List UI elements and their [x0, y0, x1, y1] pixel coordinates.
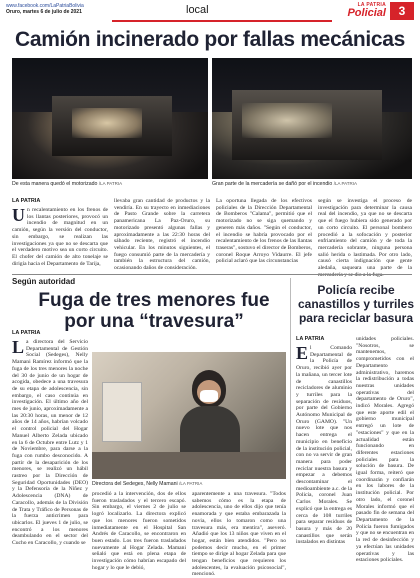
column-divider	[290, 278, 291, 528]
article1-col1: Un recalentamiento en los frenos de los llantas posteriores, provocó un incendio de magnitud en un camión, según la versión del conductor, sin embargo, se realizan las investigaciones ya que no se descarta que el verdadero motivo sea un corto circuito. El chofer del camión de alto tonelaje se dirigía hacia el Departamento de Tarija,	[12, 205, 108, 267]
article2-byline: LA PATRIA	[12, 330, 41, 336]
header-meta	[6, 3, 84, 15]
burned-truck-photo	[12, 58, 208, 179]
page-number: 3	[390, 2, 414, 20]
section-brand: Policial	[347, 7, 386, 19]
article3-col2: unidades policiales. "Nosotros, se mantenemos, comprometidos con el Departamento administrativo, haremos la redistribución a todas nuestras unidades operativas del departamento de Oruro", indicó Morales. Agregó que este aporte edil el gobierno municipal entregó un lote de "estaciones" y que en la actualidad están funcionando en diferentes estaciones policiales para la solución de basura. De igual forma, reiteró que coordinarán y confiarán en los labores de la institución policial. Por otro lado, el coronel Morales informó que el pasado fin de semana del Departamento de la Policía fueron fumigados y que no se encuentran en la red de desinfección y ya efectúan las unidades operativas y las estaciones policiales.	[356, 336, 414, 564]
section-divider	[112, 20, 332, 22]
newspaper-name: LA PATRIA	[357, 2, 386, 8]
article-divider	[12, 274, 412, 275]
article3-headline: Policía recibe canastillos y turriles para reciclar basura	[297, 283, 415, 325]
article1-col3: La oportuna llegada de los efectivos policiales de la Dirección Departamental de Bomberos "Calama", permitió que el motorizado no se siga quemando y generen más daños. "Según el conductor, el incendio se habría provocado por el recalentamiento de los frenos de las llantas traseras", sostuvo el director de Bomberos, coronel Roque Arroyo Vidaurre. El jefe policial aclaró que las circunstancias	[216, 198, 312, 265]
article2-col1: La directora del Servicio Departamental de Gestión Social (Sedeges), Nelly Mamani Ramírez informó que la fuga de los tres menores la noche del 30 de junio de un hogar de acogida, obedece a una travesura de su etapa de adolescencia, sin embargo, el caso continúa en investigación. El último año del mes de junio, aproximadamente a las 20:30 horas, un menor de 12 años de 14 años, habrían volcado el control policial del Hogar Manuel Alberto Zelada ubicado en la 6 de Octubre entre Lutz y 1 de Noviembre, para darse a la fuga con rumbo desconocido. A partir de la desaparición de los menores, se realizó un hábil rastreo por la Dirección de Seguridad Oportunidades (DEO) y la Defensoría de la Niñez y Adolescencia (DNA) de Caracollo, además de la División de Trata y Tráfico de Personas de la fuerza anticrimen para ubicarlos. El jueves 1 de julio, se encontró a los menores deambulando en el sector del Cucho en Caracollo, y cuando se	[12, 337, 88, 547]
article3-col1: El Comando Departamental de la Policía de Oruro, recibió ayer por la mañana, un tercer lote de canastillos recicladores de aluminio y turriles para la separación de residuos, por parte del Gobierno Autónomo Municipal de Oruro (GAMO). "Un nuevo lote que nos hacen entrega el municipio en beneficio de la institución policial, con no va servir de gran manera para poder reciclar nuestra basura y empezar a debemos descontaminar el medioambiente a.c. de la Policía, coronel Juan Carlos Morales. Se explicó que la entrega es cerca de 108 turriles para separar residuos de basura y más de 20 canastillos que serán instalados en distintas	[296, 343, 352, 546]
article1-byline: LA PATRIA	[12, 198, 41, 204]
desk	[92, 452, 286, 479]
section-label: local	[186, 4, 209, 16]
article1-caption-left: De esta manera quedó el motorizado /LA PATRIA	[12, 181, 123, 187]
article3-byline: LA PATRIA	[296, 336, 325, 342]
article2-col3: aparentemente a una travesura. "Todos sabemos cómo es la etapa de adolescencia, uno de ellos dijo que tenía enamorada y que estaba embarazada la novia, ellos lo tomaron como una travesura más, era mentira", aseveró. Añadió que los 13 niños que viven en el hogar, están bien atendidos. "Pero no podemos decir mucho, en el primer tiempo se dirige al hogar Zelada para que tengan beneficios que requieren los adolescentes, la evaluación psicosocial", mencionó.	[192, 491, 286, 578]
page-header	[0, 0, 420, 24]
article2-kicker: Según autoridad	[12, 277, 76, 286]
newspaper-brand	[347, 2, 386, 19]
issue-date: Oruro, martes 6 de julio de 2021	[6, 9, 82, 15]
article1-headline: Camión incinerado por fallas mecánicas	[14, 28, 406, 51]
article2-col2: procedió a la intervención, dos de ellos fueron trasladados y el tercero escapó. Sin embargo, el viernes 2 de julio se logró localizarlo. La directora explicó que los menores fueron sometidos inmediatamente en el Hospital San Andrés de Caracollo, se encontraron en buen estado. Los tres fueron trasladados nuevamente al Hogar Zelada. Mamani señaló que está en plena etapa de investigación cómo habrían escapado del hogar y lo que le debió,	[92, 491, 186, 571]
article1-col4: según se investiga el proceso de investigación para determinar la causa real del incendio, ya que no se descarta que el fuego hubiera sido generado por un corto circuito. El personal bombero procedió a la sofocación y posterior enfriamiento del camión y de toda la mercadería sobrante, ninguna persona salió herida o lastimada. Por otro lado, causó cierta indignación que gente aledaña, saqueara una parte de la	[318, 198, 412, 272]
facebook-link[interactable]: www.facebook.com/LaPatriaBolivia	[6, 3, 84, 9]
article2-headline: Fuga de tres menores fue por una “travesura”	[38, 290, 270, 332]
monitor-screen	[102, 382, 142, 442]
article2-caption: Directora del Sedeges, Nelly Mamani /LA PATRIA	[92, 481, 203, 487]
truck-light	[72, 108, 142, 138]
director-photo	[92, 352, 286, 479]
face-mask	[200, 390, 218, 402]
merchandise-photo	[212, 58, 412, 179]
article1-caption-right: Gran parte de la mercadería se dañó por el incendio /LA PATRIA	[212, 181, 358, 187]
article1-col2: llevaba gran cantidad de productos y la vendiría. En su trayecto en inmediaciones de Pasto Grande sobre la carretera panamericana La Paz-Oruro, su motorizado presentó algunas fallas y aproximadamente a las 22:30 horas del sábado reciente, registró el incendio vehicular. En los minutos siguientes, el fuego consumió parte de la mercadería y también la estructura del camión, ocasionando daños de consideración.	[114, 198, 210, 272]
cargo-light	[242, 103, 332, 138]
